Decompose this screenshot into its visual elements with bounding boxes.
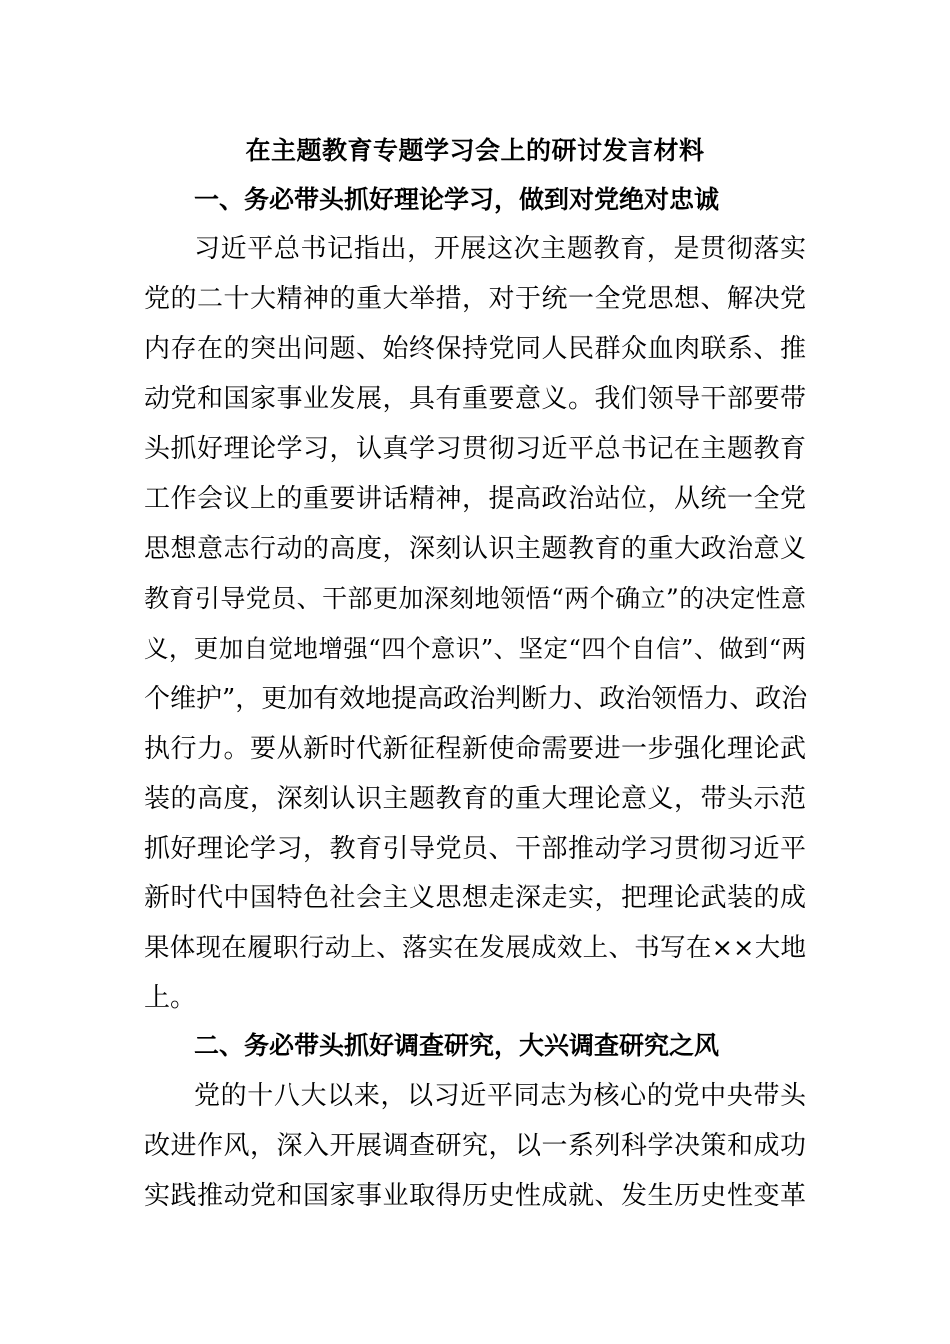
paragraph-line: 新时代中国特色社会主义思想走深走实，把理论武装的成 [144,883,806,913]
paragraph-line: 义，更加自觉地增强“四个意识”、坚定“四个自信”、做到“两 [144,634,806,663]
paragraph-line: 抓好理论学习，教育引导党员、干部推动学习贯彻习近平 [144,834,806,864]
paragraph-line: 教育引导党员、干部更加深刻地领悟“两个确立”的决定性意 [144,584,806,613]
paragraph-line: 内存在的突出问题、始终保持党同人民群众血肉联系、推 [144,334,806,364]
paragraph-line: 思想意志行动的高度，深刻认识主题教育的重大政治意义 [144,534,806,564]
section-heading-1: 一、务必带头抓好理论学习，做到对党绝对忠诚 [194,185,720,214]
paragraph-line: 党的二十大精神的重大举措，对于统一全党思想、解决党 [144,284,806,314]
paragraph-line: 动党和国家事业发展，具有重要意义。我们领导干部要带 [144,384,806,414]
paragraph-line: 头抓好理论学习，认真学习贯彻习近平总书记在主题教育 [144,434,806,464]
paragraph-line: 党的十八大以来，以习近平同志为核心的党中央带头 [194,1081,806,1111]
paragraph-line: 执行力。要从新时代新征程新使命需要进一步强化理论武 [144,734,806,764]
paragraph-line: 实践推动党和国家事业取得历史性成就、发生历史性变革 [144,1181,806,1211]
paragraph-line: 装的高度，深刻认识主题教育的重大理论意义，带头示范 [144,784,806,814]
paragraph-line: 改进作风，深入开展调查研究，以一系列科学决策和成功 [144,1131,806,1161]
paragraph-line: 果体现在履职行动上、落实在发展成效上、书写在××大地 [144,933,806,963]
paragraph-line: 上。 [144,983,197,1013]
section-heading-2: 二、务必带头抓好调查研究，大兴调查研究之风 [194,1031,720,1060]
paragraph-line: 工作会议上的重要讲话精神，提高政治站位，从统一全党 [144,484,806,514]
paragraph-line: 习近平总书记指出，开展这次主题教育，是贯彻落实 [194,234,806,264]
paragraph-line: 个维护”，更加有效地提高政治判断力、政治领悟力、政治 [144,684,808,714]
document-title: 在主题教育专题学习会上的研讨发言材料 [245,136,705,165]
